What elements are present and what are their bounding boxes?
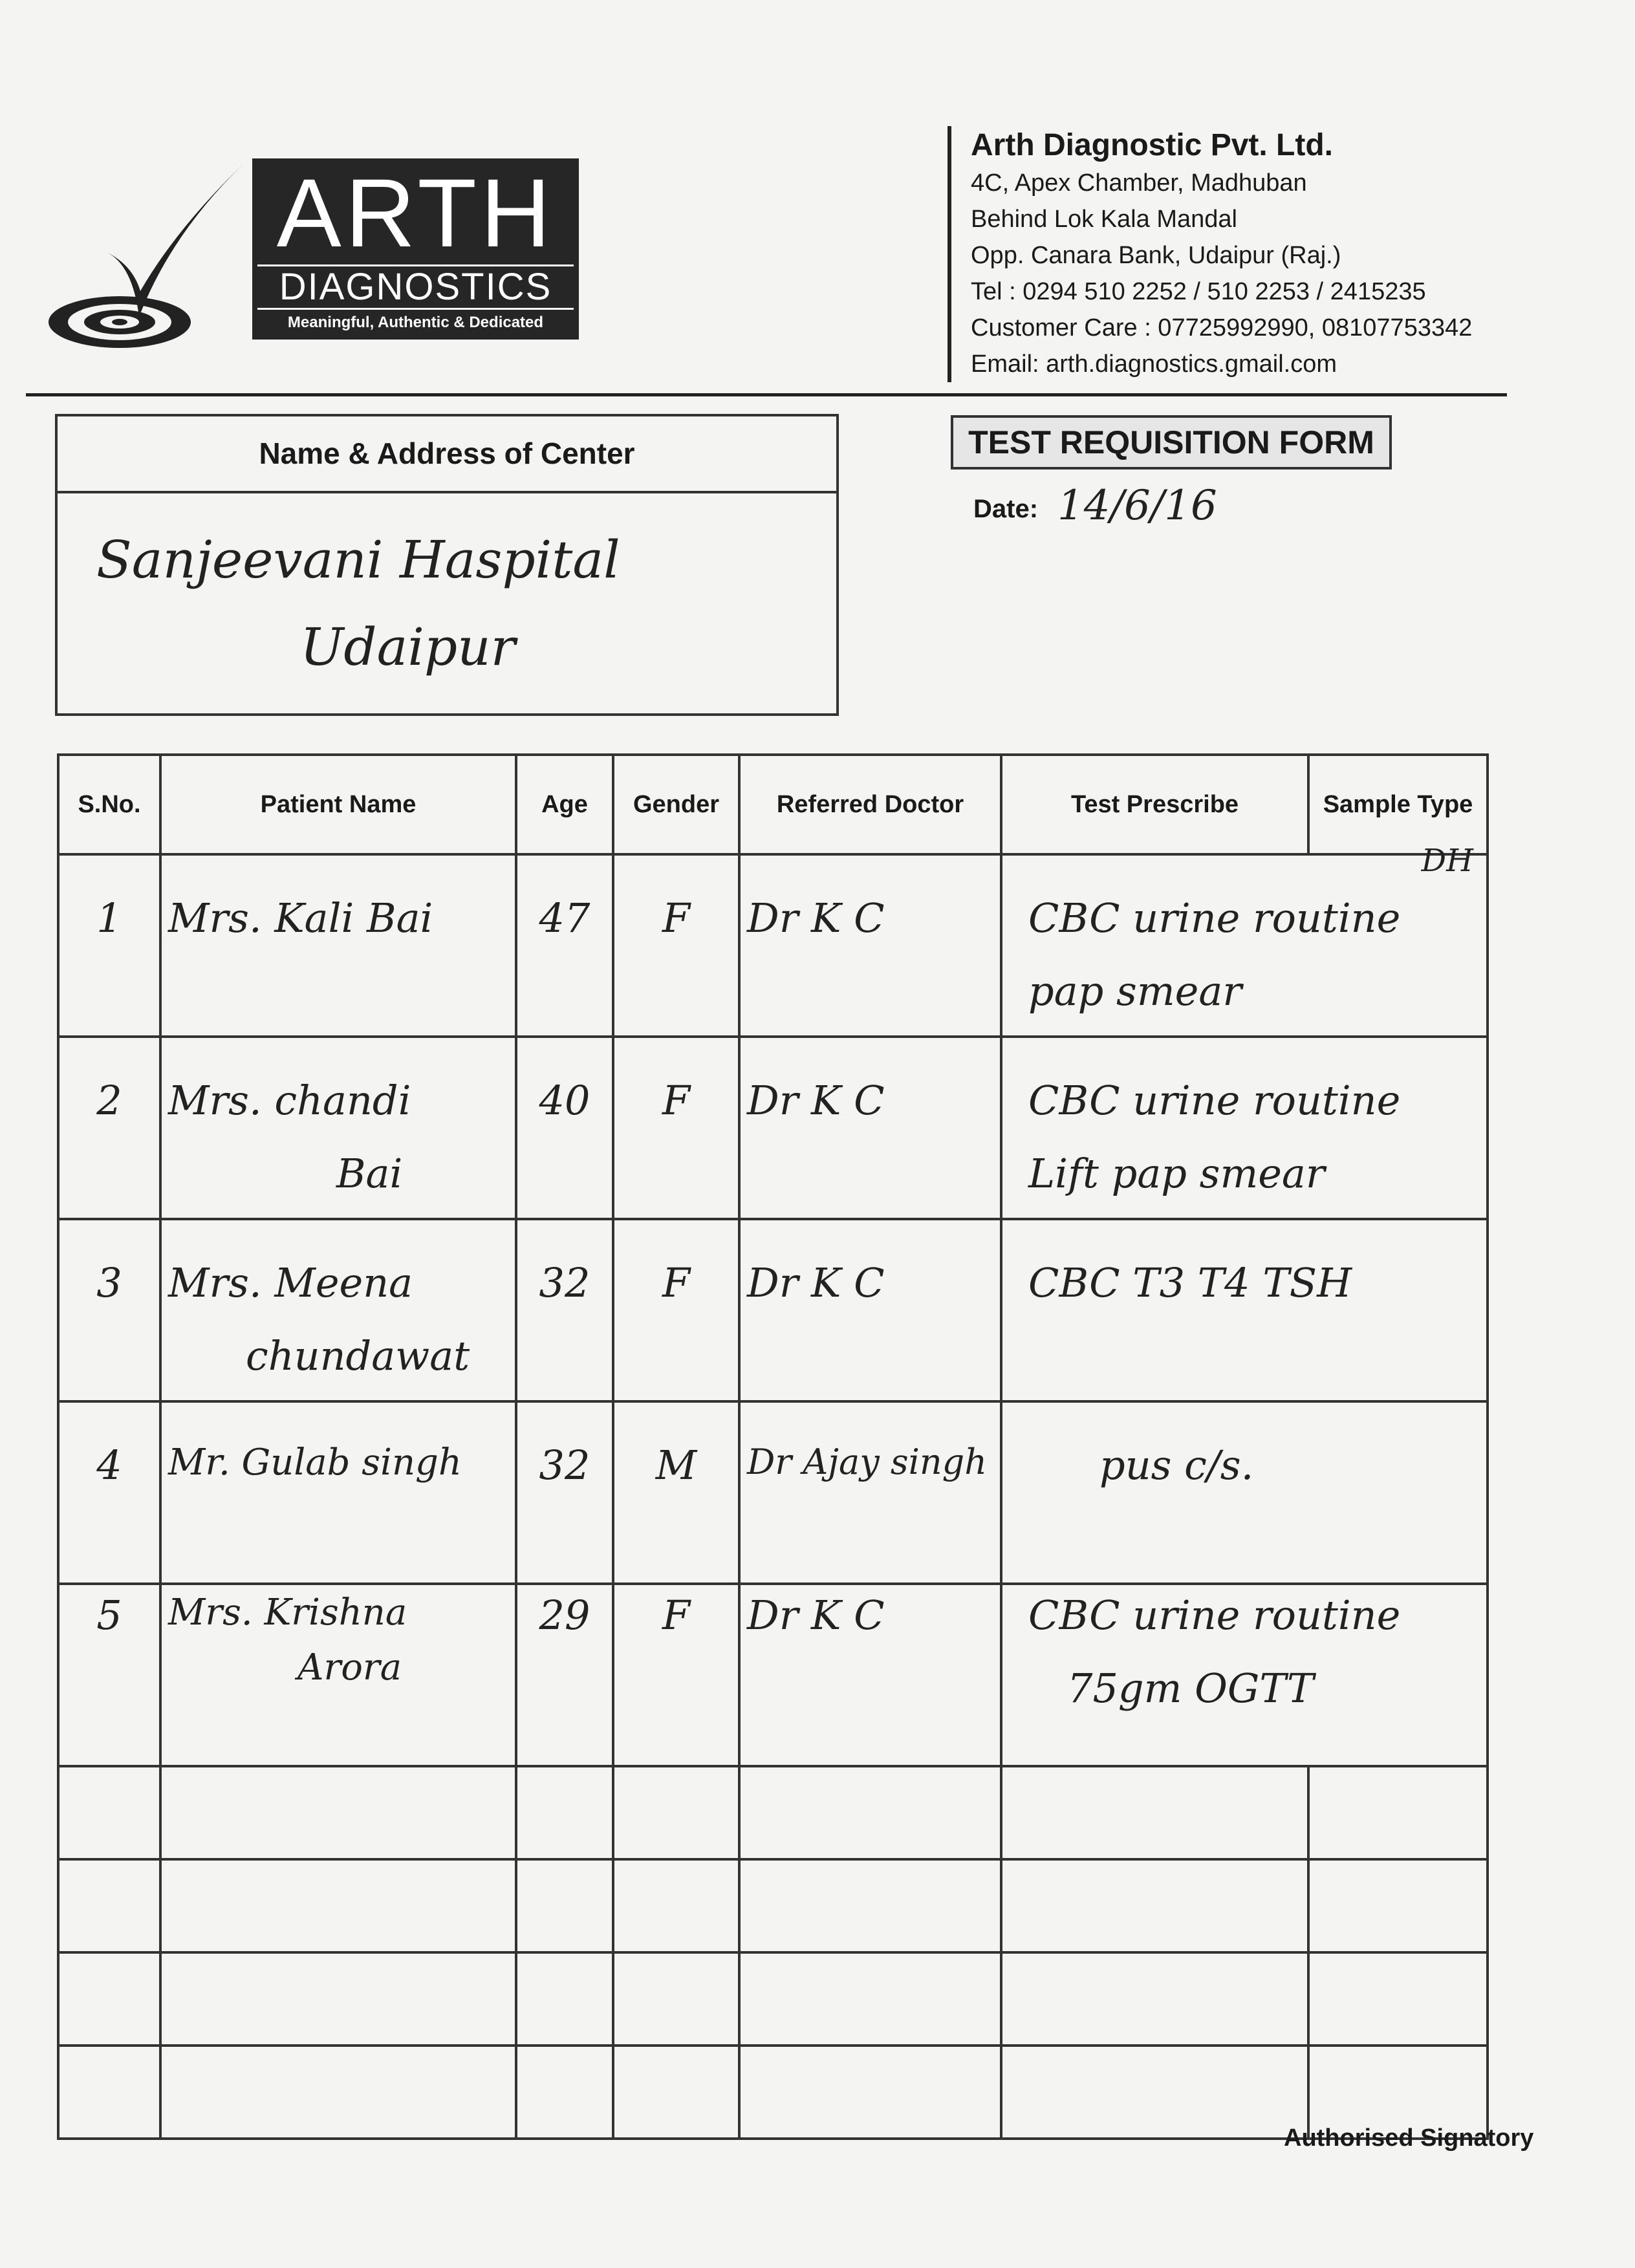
- table-row-blank: [58, 2046, 1488, 2139]
- authorised-signatory: Authorised Signatory: [1284, 2124, 1534, 2152]
- arth-logo: [42, 155, 555, 349]
- row-sno: 2: [96, 1077, 122, 1124]
- row-doctor: Dr K C: [747, 1259, 885, 1306]
- test-line2: 75gm OGTT: [1067, 1665, 1314, 1712]
- row-sno: 4: [96, 1442, 122, 1489]
- center-address-box: [55, 414, 839, 716]
- table-row-blank: [58, 1859, 1488, 1952]
- sample-type-label: Sample Type: [1323, 790, 1473, 818]
- row-age: 40: [539, 1077, 590, 1124]
- row-doctor: Dr K C: [747, 1077, 885, 1124]
- row-doctor: Dr Ajay singh: [747, 1442, 987, 1482]
- row-doctor: Dr K C: [747, 1592, 885, 1639]
- header-test-prescribe: Test Prescribe: [1001, 755, 1308, 854]
- header-age: Age: [516, 755, 613, 854]
- company-address-block: [947, 126, 1566, 382]
- center-name: Sanjeevani Haspital: [96, 530, 620, 590]
- row-patient-name: [162, 1220, 515, 1379]
- logo-brand: ARTH: [276, 158, 555, 267]
- company-name: Arth Diagnostic Pvt. Ltd.: [971, 128, 1334, 162]
- logo-sub: DIAGNOSTICS: [257, 265, 574, 310]
- row-patient-name: [162, 1585, 515, 1689]
- row-gender: F: [662, 1077, 691, 1124]
- row-age: 29: [539, 1592, 590, 1639]
- company-address-3: Opp. Canara Bank, Udaipur (Raj.): [971, 242, 1341, 269]
- header-patient-name: Patient Name: [160, 755, 516, 854]
- company-address-1: 4C, Apex Chamber, Madhuban: [971, 169, 1307, 197]
- header-sno: S.No.: [58, 755, 160, 854]
- company-address-2: Behind Lok Kala Mandal: [971, 206, 1237, 233]
- row-gender: F: [662, 1592, 691, 1639]
- company-email: Email: arth.diagnostics.gmail.com: [971, 351, 1337, 378]
- header-divider: [26, 393, 1507, 396]
- table-row-blank: [58, 1952, 1488, 2046]
- test-line1: CBC urine routine: [1028, 894, 1401, 942]
- row-patient-name: [162, 856, 515, 942]
- patient-name-line1: Mrs. Kali Bai: [168, 894, 433, 942]
- test-line1: CBC urine routine: [1028, 1077, 1401, 1124]
- patient-name-line1: Mrs. Meena: [168, 1259, 413, 1306]
- company-customer-care: Customer Care : 07725992990, 08107753342: [971, 314, 1473, 341]
- row-patient-name: [162, 1038, 515, 1197]
- row-doctor: Dr K C: [747, 894, 885, 942]
- date-label: Date:: [973, 495, 1039, 523]
- row-sno: 1: [96, 894, 122, 942]
- row-age: 32: [539, 1259, 590, 1306]
- patient-name-line2: Arora: [298, 1647, 402, 1689]
- table-row: [58, 1401, 1488, 1584]
- test-line2: pap smear: [1028, 967, 1242, 1015]
- row-test: [1028, 1592, 1400, 1712]
- test-line1: pus c/s.: [1099, 1442, 1254, 1489]
- test-line1: CBC urine routine: [1028, 1592, 1401, 1639]
- row-sno: 3: [96, 1259, 122, 1306]
- row-gender: M: [655, 1442, 697, 1489]
- row-test: [1099, 1442, 1253, 1515]
- logo-tagline: Meaningful, Authentic & Dedicated: [287, 314, 544, 331]
- table-row-blank: [58, 1766, 1488, 1859]
- row-sno: 5: [96, 1592, 122, 1639]
- center-city: Udaipur: [300, 617, 515, 677]
- row-test: [1028, 894, 1400, 1015]
- sample-type-note: DH: [1421, 843, 1473, 879]
- table-row: [58, 1219, 1488, 1401]
- test-line1: CBC T3 T4 TSH: [1028, 1259, 1352, 1306]
- patient-name-line2: chundawat: [246, 1332, 470, 1379]
- header-referred-doctor: Referred Doctor: [739, 755, 1001, 854]
- table-row: [58, 1584, 1488, 1766]
- row-age: 47: [539, 894, 590, 942]
- row-patient-name: [162, 1403, 515, 1484]
- row-gender: F: [662, 1259, 691, 1306]
- patient-name-line1: Mrs. chandi: [168, 1077, 411, 1124]
- company-tel: Tel : 0294 510 2252 / 510 2253 / 2415235: [971, 278, 1426, 305]
- date-value: 14/6/16: [1057, 482, 1217, 530]
- logo-wordmark: [252, 158, 579, 340]
- test-line2: Lift pap smear: [1028, 1150, 1325, 1197]
- patient-table: [57, 753, 1489, 2140]
- patient-name-line1: Mrs. Krishna: [168, 1592, 407, 1634]
- table-header-row: [58, 755, 1488, 854]
- patient-name-line2: Bai: [336, 1150, 403, 1197]
- form-title: TEST REQUISITION FORM: [951, 415, 1392, 470]
- checkmark-icon: [94, 155, 249, 323]
- center-heading: Name & Address of Center: [58, 416, 836, 493]
- header-sample-type: [1308, 755, 1488, 879]
- row-gender: F: [662, 894, 691, 942]
- patient-name-line1: Mr. Gulab singh: [168, 1442, 462, 1484]
- header-gender: Gender: [613, 755, 739, 854]
- table-row: [58, 1037, 1488, 1219]
- row-age: 32: [539, 1442, 590, 1489]
- row-test: [1028, 1259, 1352, 1332]
- table-row: [58, 854, 1488, 1037]
- row-test: [1028, 1077, 1400, 1197]
